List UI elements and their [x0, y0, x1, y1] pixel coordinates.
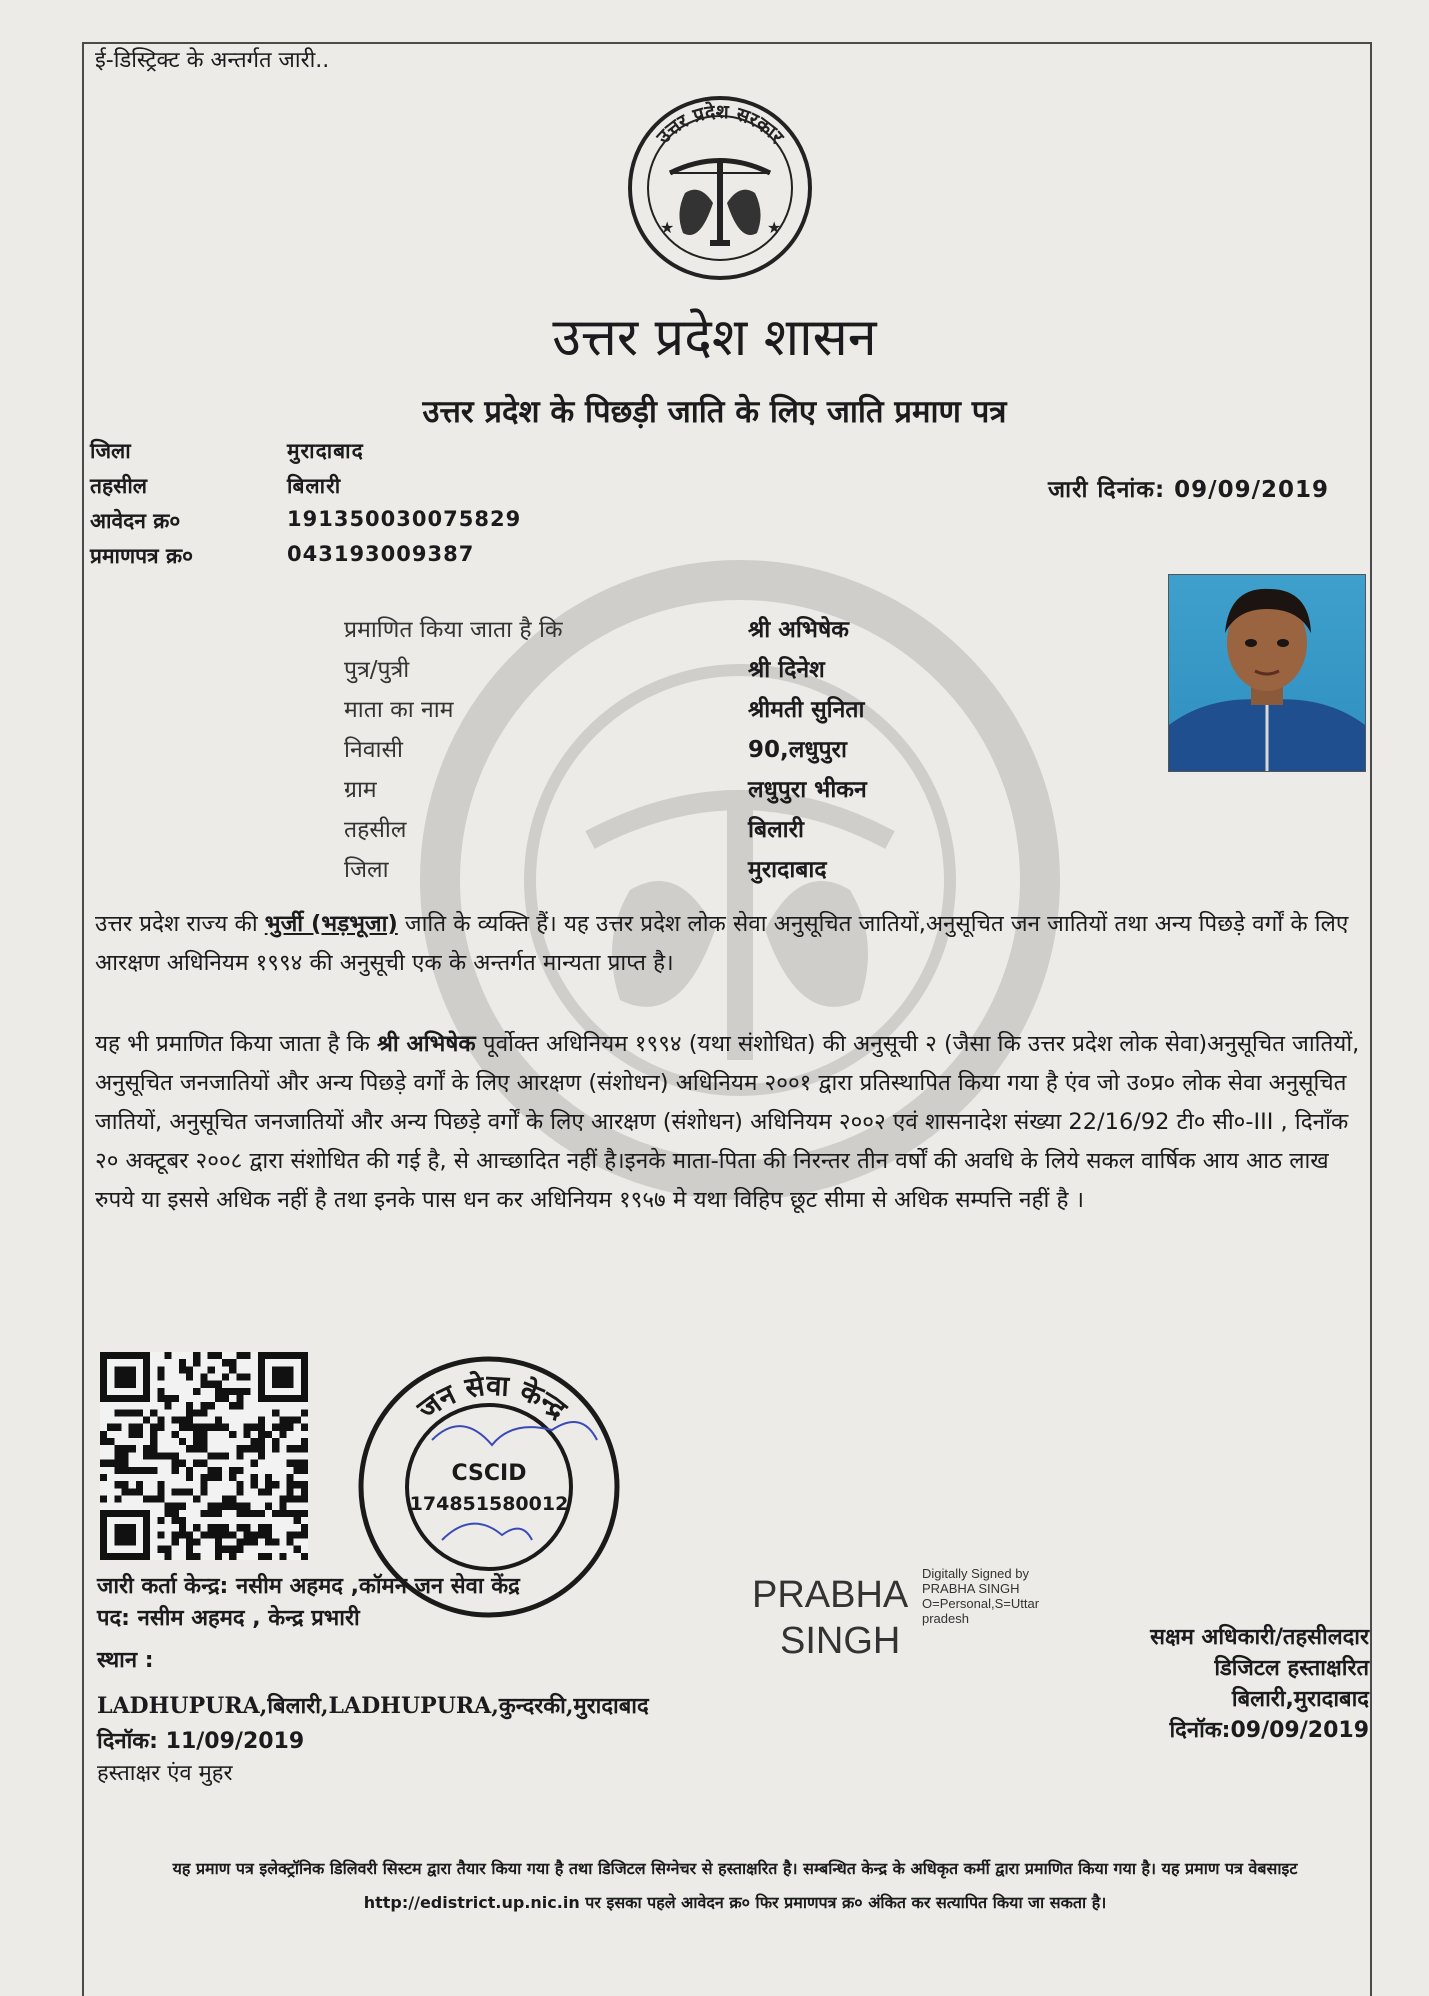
field-label-resident: निवासी: [344, 737, 403, 763]
meta-value-district: मुरादाबाद: [287, 439, 364, 463]
caste-paragraph-end: जाति के व्यक्ति हैं। यह उत्तर प्रदेश लोक सेवा अनुसूचित जातियों,अनुसूचित जन जातियों तथा अन्य पिछड़े वर्गों के लिए आरक्षण अधिनियम १९९४ की अनुसूची एक के अन्तर्गत मान्यता प्राप्त है।: [95, 911, 1349, 976]
field-label-mother: माता का नाम: [344, 697, 454, 723]
field-value-father: श्री दिनेश: [748, 657, 825, 683]
svg-text:उत्तर प्रदेश सरकार: उत्तर प्रदेश सरकार: [652, 100, 788, 148]
digital-signature-line1: Digitally Signed by: [922, 1566, 1029, 1581]
meta-value-application-no: 191350030075829: [287, 507, 522, 531]
svg-text:★: ★: [767, 218, 782, 237]
officer-date: दिनॉक:09/09/2019: [1169, 1718, 1369, 1743]
caste-paragraph-start: उत्तर प्रदेश राज्य की: [95, 911, 265, 937]
declaration-paragraph: [95, 1025, 1365, 1220]
field-label-son-daughter: पुत्र/पुत्री: [344, 657, 410, 683]
digital-signature-name-line1: PRABHA: [752, 1574, 909, 1616]
digital-signature-details: [922, 1566, 1039, 1626]
declaration-end: पूर्वोक्त अधिनियम १९९४ (यथा संशोधित) की अनुसूची २ (जैसा कि उत्तर प्रदेश लोक सेवा)अनुसूचित जातियों, अनुसूचित जनजातियों और अन्य पिछड़े वर्गों के लिए आरक्षण (संशोधन) अधिनियम २००१ द्वारा प्रतिस्थापित किया गया है एंव जो उ०प्र० लोक सेवा अनुसूचित जातियों, अनुसूचित जनजातियों और अन्य पिछड़े वर्गों के लिए आरक्षण (संशोधन) अधिनियम २००२ एवं शासनादेश संख्या 22/16/92 टी० सी०-III , दिनाँक २० अक्टूबर २००८ द्वारा संशोधित की गई है, से आच्छादित नहीं है।इनके माता-पिता की निरन्तर तीन वर्षों की अवधि के लिये सकल वार्षिक आय आठ लाख रुपये या इससे अधिक नहीं है तथा इनके पास धन कर अधिनियम १९५७ मे यथा विहिप छूट सीमा से अधिक सम्पत्ति नहीं है ।: [95, 1031, 1360, 1213]
meta-label-application-no: आवेदन क्र०: [90, 509, 181, 533]
qr-code: [100, 1352, 308, 1560]
field-label-tehsil: तहसील: [344, 817, 407, 843]
field-label-village: ग्राम: [344, 777, 377, 803]
applicant-photo: [1168, 574, 1366, 772]
field-value-resident: 90,लधुपुरा: [748, 737, 847, 763]
meta-value-tehsil: बिलारी: [287, 474, 342, 498]
officer-place: बिलारी,मुरादाबाद: [1231, 1687, 1369, 1712]
field-value-mother: श्रीमती सुनिता: [748, 697, 865, 723]
officer-block: [1150, 1622, 1369, 1746]
issuing-centre: जारी कर्ता केन्द्र: नसीम अहमद ,कॉमन जन सेवा केंद्र: [97, 1574, 520, 1599]
digital-signature-line3: O=Personal,S=Uttar: [922, 1596, 1040, 1611]
field-value-village: लधुपुरा भीकन: [748, 777, 867, 803]
meta-value-certificate-no: 043193009387: [287, 542, 475, 566]
meta-label-district: जिला: [90, 439, 131, 463]
digital-signature-line4: pradesh: [922, 1611, 969, 1626]
svg-text:★: ★: [660, 218, 675, 237]
field-label-district: जिला: [344, 857, 389, 883]
issuer-date: दिनॉक: 11/09/2019: [97, 1729, 305, 1754]
digital-signature-line2: PRABHA SINGH: [922, 1581, 1020, 1596]
officer-title: सक्षम अधिकारी/तहसीलदार: [1150, 1625, 1369, 1650]
meta-label-tehsil: तहसील: [90, 474, 147, 498]
digital-signature-name: [752, 1572, 908, 1664]
footer-note: यह प्रमाण पत्र इलेक्ट्रॉनिक डिलिवरी सिस्टम द्वारा तैयार किया गया है तथा डिजिटल सिग्नेचर से हस्ताक्षरित है। सम्बन्धित केन्द्र के अधिकृत कर्मी द्वारा प्रमाणित किया गया है। यह प्रमाण पत्र वेबसाइट http://edistrict.up.nic.in पर इसका पहले आवेदन क्र० फिर प्रमाणपत्र क्र० अंकित कर सत्यापित किया जा सकता है।: [172, 1859, 1298, 1912]
caste-name: भुर्जी (भड़भूजा): [264, 911, 398, 937]
svg-text:जन सेवा केन्द्र: जन सेवा केन्द्र: [411, 1368, 574, 1426]
field-value-district: मुरादाबाद: [748, 857, 827, 883]
field-value-name: श्री अभिषेक: [748, 617, 849, 643]
digital-signature-name-line2: SINGH: [780, 1620, 901, 1662]
issuer-post: पद: नसीम अहमद , केन्द्र प्रभारी: [97, 1606, 360, 1631]
field-value-tehsil: बिलारी: [748, 817, 805, 843]
svg-text:174851580012: 174851580012: [409, 1493, 569, 1515]
svg-text:CSCID: CSCID: [451, 1461, 527, 1486]
declaration-name: श्री अभिषेक: [376, 1031, 476, 1057]
declaration-start: यह भी प्रमाणित किया जाता है कि: [95, 1031, 377, 1057]
place-value: LADHUPURA,बिलारी,LADHUPURA,कुन्दरकी,मुरादाबाद: [97, 1693, 649, 1719]
officer-signed: डिजिटल हस्ताक्षरित: [1214, 1656, 1369, 1681]
document-title: उत्तर प्रदेश शासन: [552, 308, 877, 368]
place-label: स्थान :: [97, 1648, 154, 1673]
field-label-certified: प्रमाणित किया जाता है कि: [344, 617, 563, 643]
document-subtitle: उत्तर प्रदेश के पिछड़ी जाति के लिए जाति प्रमाण पत्र: [422, 394, 1007, 430]
issued-under-note: ई-डिस्ट्रिक्ट के अन्तर्गत जारी..: [95, 48, 330, 73]
meta-label-certificate-no: प्रमाणपत्र क्र०: [90, 544, 194, 568]
caste-paragraph: [95, 905, 1365, 983]
sign-and-seal-label: हस्ताक्षर एंव मुहर: [97, 1761, 233, 1786]
issue-date: जारी दिनांक: 09/09/2019: [1048, 477, 1329, 503]
up-government-emblem: [625, 93, 815, 283]
